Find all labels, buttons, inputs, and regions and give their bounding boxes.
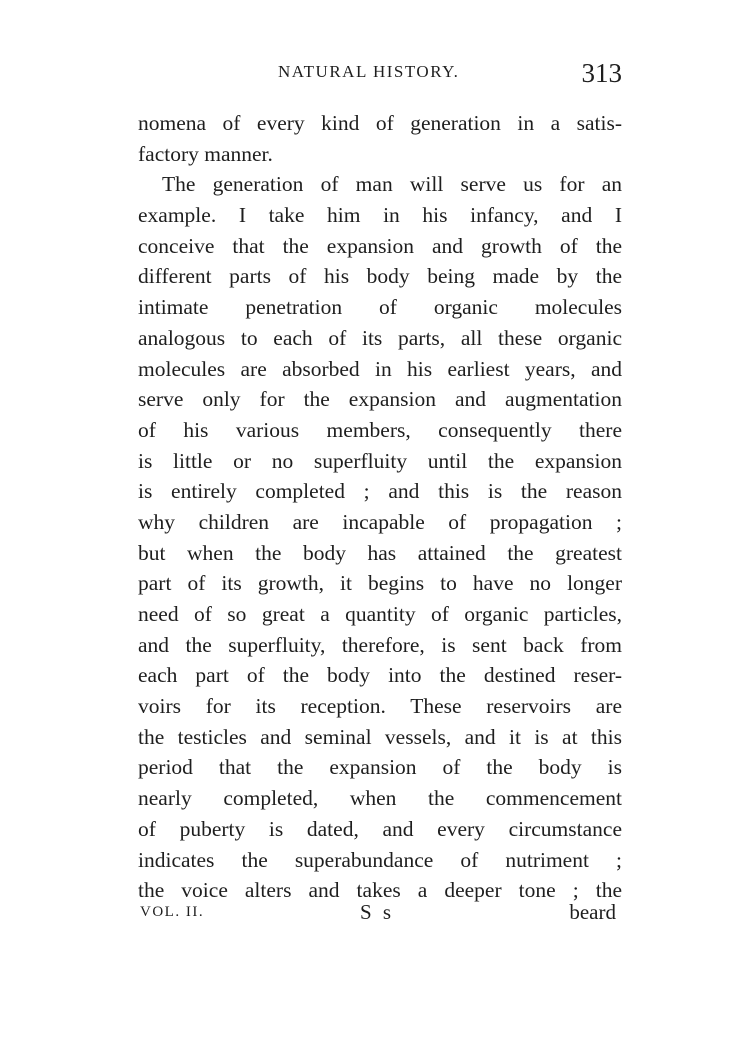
text-line: nearly completed, when the commencement xyxy=(138,786,622,811)
text-line: period that the expansion of the body is xyxy=(138,755,622,780)
text-line: is little or no superfluity until the expansion xyxy=(138,448,622,473)
printer-signature-mark: S s xyxy=(360,900,395,924)
text-line: factory manner. xyxy=(138,141,273,166)
text-line: need of so great a quantity of organic particles, xyxy=(138,602,622,626)
text-line: molecules are absorbed in his earliest years, and xyxy=(138,356,622,381)
text-line: why children are incapable of propagation ; xyxy=(138,509,622,534)
page-footer xyxy=(138,900,622,930)
text-line: of his various members, consequently there xyxy=(138,417,622,442)
text-line: intimate penetration of organic molecules xyxy=(138,295,622,320)
volume-signature: VOL. II. xyxy=(140,904,205,920)
page-number: 313 xyxy=(581,58,622,88)
body-text xyxy=(138,108,622,906)
text-line: each part of the body into the destined reser- xyxy=(138,663,622,688)
text-line: serve only for the expansion and augmentation xyxy=(138,387,622,412)
text-line: indicates the superabundance of nutriment ; xyxy=(138,847,622,872)
running-head xyxy=(138,58,622,90)
text-line: but when the body has attained the greatest xyxy=(138,540,622,565)
running-title: NATURAL HISTORY. xyxy=(278,62,460,81)
text-line: example. I take him in his infancy, and I xyxy=(138,203,622,228)
text-line: the testicles and seminal vessels, and it is at this xyxy=(138,724,622,749)
text-line: analogous to each of its parts, all these organic xyxy=(138,325,622,350)
text-line: The generation of man will serve us for an xyxy=(162,172,622,197)
text-line: conceive that the expansion and growth of the xyxy=(138,233,622,258)
text-line: part of its growth, it begins to have no longer xyxy=(138,571,622,596)
text-line: different parts of his body being made by the xyxy=(138,264,622,289)
text-line: voirs for its reception. These reservoirs are xyxy=(138,694,622,719)
catchword: beard xyxy=(569,900,616,924)
text-line: is entirely completed ; and this is the reason xyxy=(138,479,622,504)
text-line: of puberty is dated, and every circumstance xyxy=(138,816,622,841)
text-line: nomena of every kind of generation in a satis- xyxy=(138,111,622,135)
text-line: and the superfluity, therefore, is sent back from xyxy=(138,632,622,657)
text-line: the voice alters and takes a deeper tone ; the xyxy=(138,878,622,903)
